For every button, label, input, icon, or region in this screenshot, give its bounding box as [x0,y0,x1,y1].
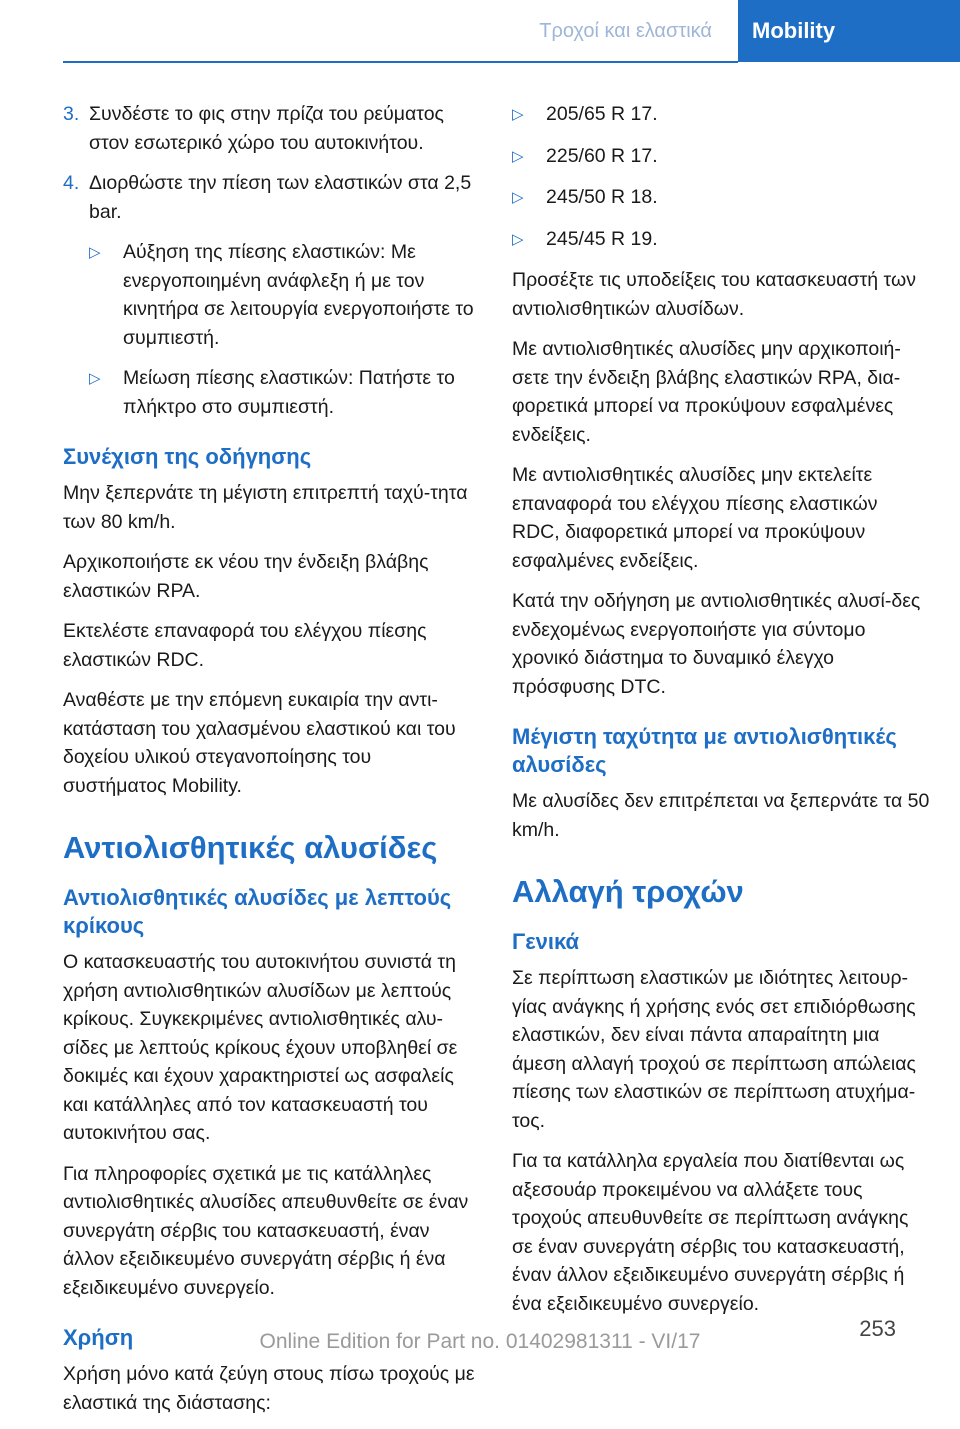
heading-snow-chains: Αντιολισθητικές αλυσίδες [63,830,438,865]
step-text: Διορθώστε την πίεση των ελαστικών στα 2,5 bar. [89,172,472,223]
list-item [89,238,478,352]
heading-max-speed-chains: Μέγιστη ταχύτητα με αντιολισθητικές αλυσίδες [512,724,897,777]
step-text: Συνδέστε το φις στην πρίζα του ρεύματος στον εσωτερικό χώρο του αυτοκινήτου. [89,103,444,154]
paragraph: Κατά την οδήγηση με αντιολισθητικές αλυσί-δες ενδεχομένως ενεργοποιήστε για σύντομο χρονικό διάστημα το δυναμικό έλεγχο πρόσφυσης DTC. [512,590,921,698]
right-column [512,100,930,1330]
heading-use: Χρήση [63,1325,134,1350]
paragraph: Αρχικοποιήστε εκ νέου την ένδειξη βλάβης ελαστικών RPA. [63,551,429,602]
step-number: 4. [63,172,80,194]
triangle-bullet-icon: ▷ [89,244,101,261]
paragraph: Με αλυσίδες δεν επιτρέπεται να ξεπερνάτε τα 50 km/h. [512,790,930,841]
page-number: 253 [859,1316,896,1341]
paragraph: Προσέξτε τις υποδείξεις του κατασκευαστή των αντιολισθητικών αλυσίδων. [512,269,916,320]
paragraph: Αναθέστε με την επόμενη ευκαιρία την αντι-κατάσταση του χαλασμένου ελαστικού και του δοχείου υλικού στεγανοποίησης του συστήματος Mobility. [63,689,456,797]
edition-footer: Online Edition for Part no. 01402981311 - VI/17 [259,1330,701,1353]
list-item [89,364,478,421]
paragraph: Ο κατασκευαστής του αυτοκινήτου συνιστά τη χρήση αντιολισθητικών αλυσίδων με λεπτούς κρίκους. Συγκεκριμένες αντιολισθητικές αλυ-σίδες με λεπτούς κρίκους έχουν υποβληθεί σε δοκιμές και έχουν χαρακτηριστεί ως ασφαλείς και κατάλληλες από τον κατασκευαστή του αυτοκινήτου σας. [63,951,458,1144]
triangle-bullet-icon: ▷ [512,147,524,165]
header-rule [63,61,738,63]
heading-continue-driving: Συνέχιση της οδήγησης [63,444,312,469]
tire-size: 245/50 R 18. [546,186,658,208]
paragraph: Χρήση μόνο κατά ζεύγη στους πίσω τροχούς με ελαστικά της διάστασης: [63,1363,475,1414]
paragraph: Εκτελέστε επαναφορά του ελέγχου πίεσης ελαστικών RDC. [63,620,427,671]
section-title: Τροχοί και ελαστικά [539,19,712,42]
paragraph: Για τα κατάλληλα εργαλεία που διατίθενται ως αξεσουάρ προκειμένου να αλλάξετε τους τροχούς απευθυνθείτε σε περίπτωση ανάγκης σε έναν συνεργάτη σέρβις του κατασκευαστή, έναν άλλον εξειδικευμένο συνεργάτη σέρβις ή ένα εξειδικευμένο συνεργείο. [512,1150,909,1315]
left-column [63,100,478,1429]
tire-size-item [512,142,930,172]
step-4-subitems [63,238,478,421]
list-item-text: Μείωση πίεσης ελαστικών: Πατήστε το πλήκτρο στο συμπιεστή. [123,367,455,418]
step-4 [63,169,478,226]
list-item-text: Αύξηση της πίεσης ελαστικών: Με ενεργοποιημένη ανάφλεξη ή με τον κινητήρα σε λειτουργία ενεργοποιήστε το συμπιεστή. [123,241,474,349]
tire-size-item [512,225,930,255]
step-3 [63,100,478,157]
triangle-bullet-icon: ▷ [512,106,524,123]
triangle-bullet-icon: ▷ [512,189,524,206]
paragraph: Σε περίπτωση ελαστικών με ιδιότητες λειτουρ-γίας ανάγκης ή χρήσης ενός σετ επιδιόρθωσης ελαστικών, δεν είναι πάντα απαραίτητη μια άμεση αλλαγή τροχού σε περίπτωση απώλειας πίεσης των ελαστικών σε περίπτωση ατυχήμα-τος. [512,967,916,1132]
tire-size-item [512,183,930,213]
paragraph: Με αντιολισθητικές αλυσίδες μην εκτελείτε επαναφορά του ελέγχου πίεσης ελαστικών RDC, διαφορετικά μπορεί να προκύψουν εσφαλμένες ενδείξεις. [512,464,878,572]
heading-general: Γενικά [512,929,580,954]
heading-wheel-change: Αλλαγή τροχών [512,874,744,909]
chapter-tab: Mobility [738,0,960,62]
tire-size-item [512,100,930,130]
paragraph: Μην ξεπερνάτε τη μέγιστη επιτρεπτή ταχύ-τητα των 80 km/h. [63,482,468,533]
triangle-bullet-icon: ▷ [512,230,524,248]
tire-size: 205/65 R 17. [546,103,658,125]
tire-size: 245/45 R 19. [546,227,658,250]
triangle-bullet-icon: ▷ [89,370,101,387]
tire-size: 225/60 R 17. [546,144,658,167]
heading-fine-link-chains: Αντιολισθητικές αλυσίδες με λεπτούς κρίκους [63,885,452,938]
paragraph: Με αντιολισθητικές αλυσίδες μην αρχικοποιή-σετε την ένδειξη βλάβης ελαστικών RPA, δια-φορετικά μπορεί να προκύψουν εσφαλμένες ενδείξεις. [512,338,901,446]
step-number: 3. [63,103,80,125]
paragraph: Για πληροφορίες σχετικά με τις κατάλληλες αντιολισθητικές αλυσίδες απευθυνθείτε σε έναν συνεργάτη σέρβις του κατασκευαστή, έναν άλλον εξειδικευμένο συνεργάτη σέρβις ή ένα εξειδικευμένο συνεργείο. [63,1162,469,1299]
